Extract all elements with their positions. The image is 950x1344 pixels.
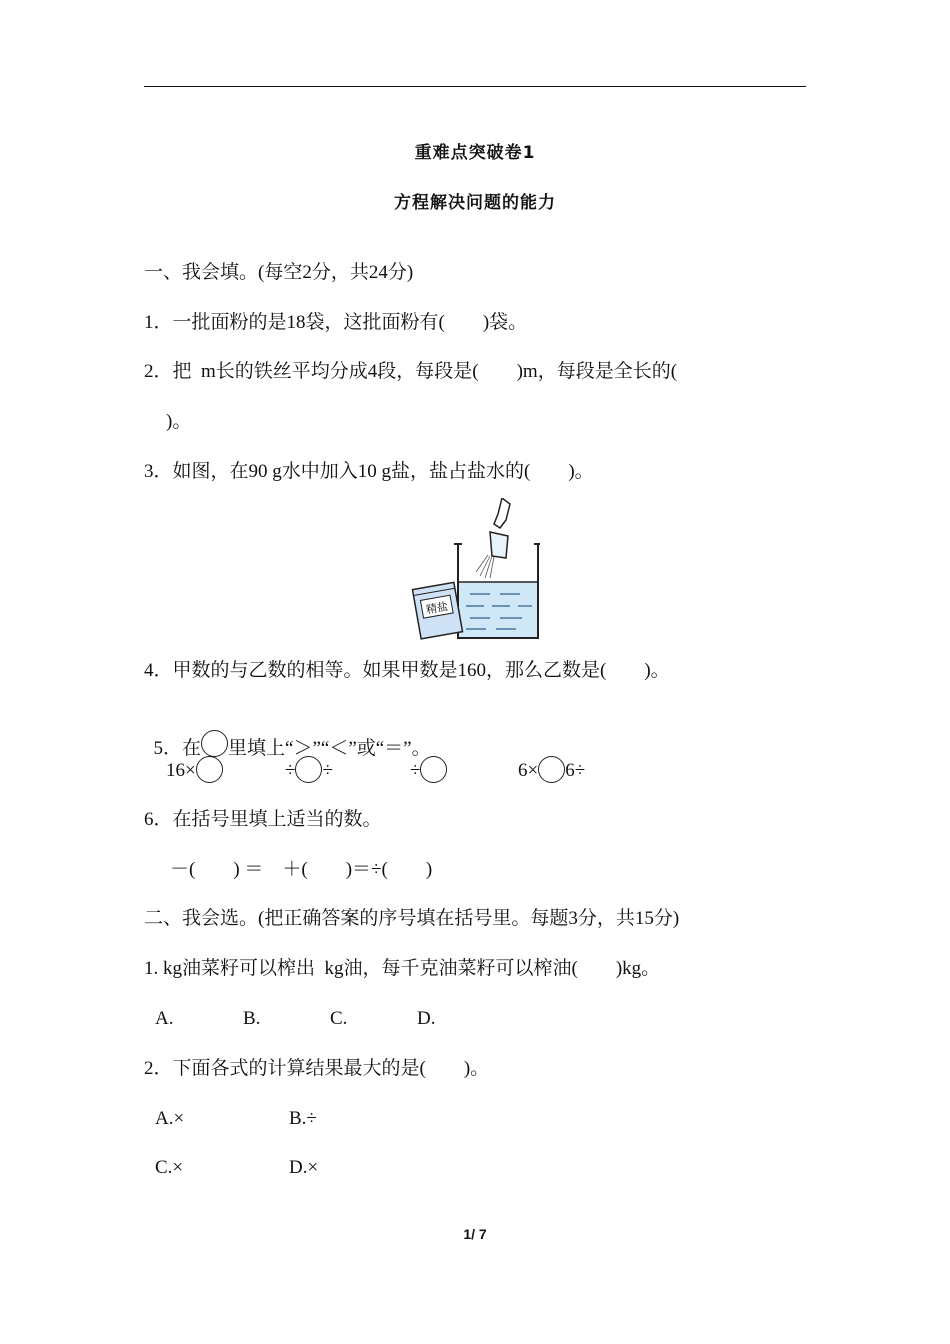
page-subtitle: 方程解决问题的能力 bbox=[394, 193, 556, 213]
page-title: 重难点突破卷1 bbox=[414, 143, 536, 163]
option-c: C.× bbox=[155, 1157, 184, 1178]
compare-item-3: ÷ bbox=[410, 756, 447, 783]
question-1-3: 3．如图，在90 g水中加入10 g盐，盐占盐水的( )。 bbox=[144, 461, 594, 482]
question-1-5 bbox=[144, 706, 431, 761]
compare-item-4: 6× 6÷ bbox=[518, 756, 585, 783]
compare-circle bbox=[196, 756, 223, 783]
option-b: B.÷ bbox=[289, 1108, 317, 1129]
question-1-2-line2: )。 bbox=[166, 411, 192, 432]
page-number: 1/ 7 bbox=[463, 1226, 487, 1242]
section1-heading: 一、我会填。(每空2分，共24分) bbox=[144, 262, 414, 283]
question-1-6: 6．在括号里填上适当的数。 bbox=[144, 809, 382, 830]
salt-bag-label: 精盐 bbox=[425, 599, 450, 617]
option-d: D. bbox=[417, 1008, 436, 1029]
compare-circle bbox=[201, 730, 228, 757]
compare-circle bbox=[538, 756, 565, 783]
compare-circle bbox=[420, 756, 447, 783]
top-rule bbox=[144, 86, 806, 87]
question-1-2-line1: 2．把 m长的铁丝平均分成4段，每段是( )m，每段是全长的( bbox=[144, 361, 678, 382]
question-1-5-prefix: 5．在 bbox=[153, 738, 202, 759]
question-1-1: 1．一批面粉的是18袋，这批面粉有( )袋。 bbox=[144, 312, 528, 333]
compare-circle bbox=[295, 756, 322, 783]
question-1-6-expression: －( ) ＝ ＋( )＝÷( ) bbox=[170, 859, 433, 880]
option-c: C. bbox=[330, 1008, 348, 1029]
option-a: A. bbox=[155, 1008, 174, 1029]
option-d: D.× bbox=[289, 1157, 319, 1178]
compare-item-2: ÷ ÷ bbox=[285, 756, 333, 783]
option-b: B. bbox=[243, 1008, 261, 1029]
section2-heading: 二、我会选。(把正确答案的序号填在括号里。每题3分，共15分) bbox=[144, 908, 680, 929]
question-2-1: 1. kg油菜籽可以榨出 kg油，每千克油菜籽可以榨油( )kg。 bbox=[144, 958, 661, 979]
option-a: A.× bbox=[155, 1108, 185, 1129]
question-1-5-suffix: 里填上“＞”“＜”或“＝”。 bbox=[228, 738, 431, 759]
compare-item-1: 16× bbox=[166, 756, 223, 783]
question-1-4: 4．甲数的与乙数的相等。如果甲数是160，那么乙数是( )。 bbox=[144, 660, 670, 681]
question-2-2: 2．下面各式的计算结果最大的是( )。 bbox=[144, 1058, 490, 1079]
salt-water-figure bbox=[410, 498, 540, 640]
